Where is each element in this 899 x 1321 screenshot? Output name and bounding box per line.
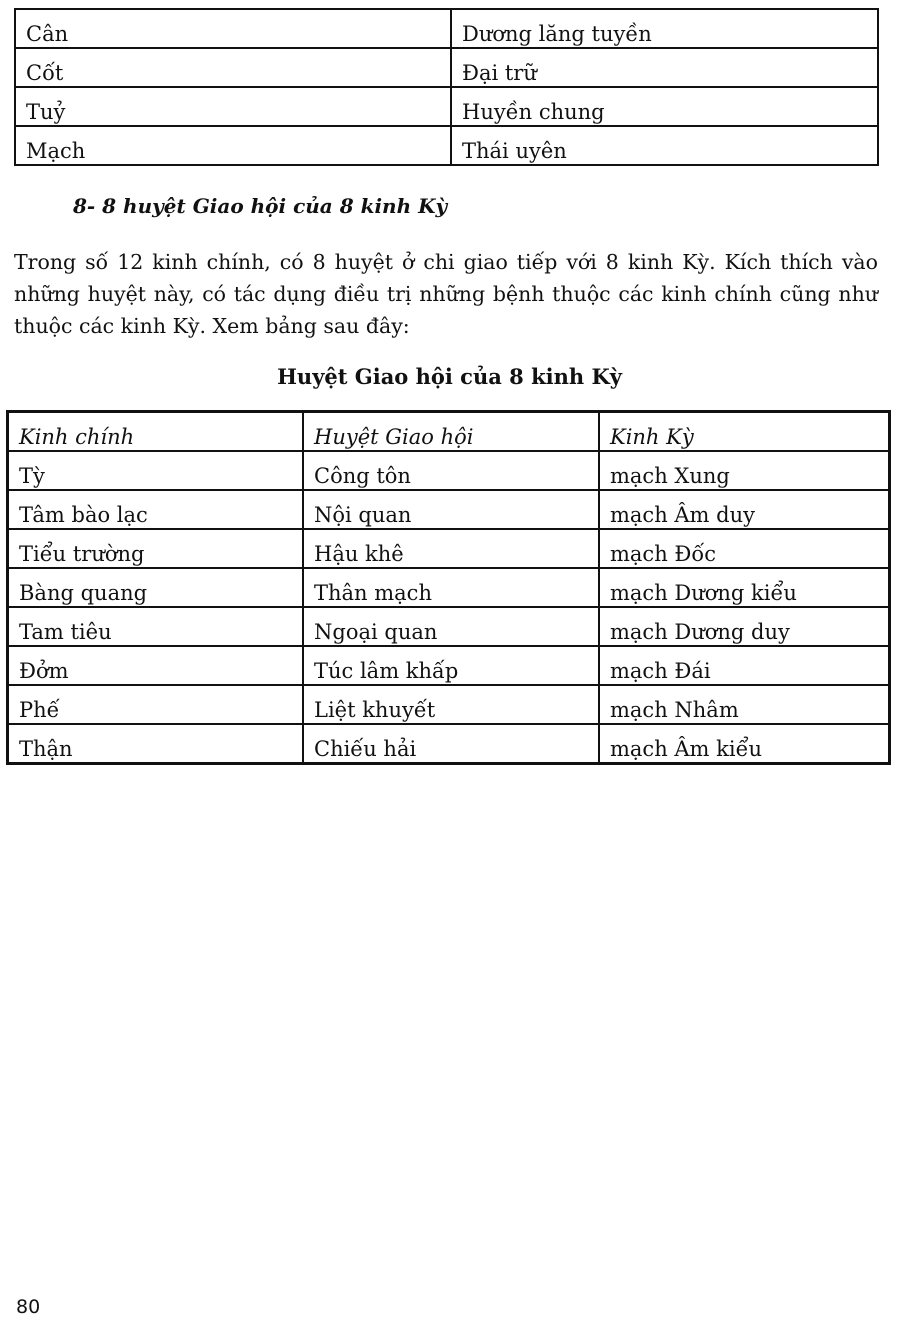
table-cell: Tiểu trường: [8, 529, 304, 568]
table-row: [8, 646, 890, 685]
table-cell: Phế: [8, 685, 304, 724]
table-cell: mạch Âm kiểu: [599, 724, 890, 764]
section-heading: 8- 8 huyệt Giao hội của 8 kinh Kỳ: [73, 194, 448, 218]
table-cell: mạch Dương duy: [599, 607, 890, 646]
table-row: [15, 48, 878, 87]
column-header: Kinh chính: [8, 412, 304, 452]
top-table: [14, 8, 879, 166]
table-cell: mạch Dương kiểu: [599, 568, 890, 607]
table-cell: mạch Âm duy: [599, 490, 890, 529]
table-row: [8, 724, 890, 764]
table-cell: mạch Nhâm: [599, 685, 890, 724]
table-cell: Túc lâm khấp: [303, 646, 599, 685]
table-row: [15, 126, 878, 165]
table-cell: Chiếu hải: [303, 724, 599, 764]
table-cell: Đại trữ: [451, 48, 878, 87]
body-paragraph: Trong số 12 kinh chính, có 8 huyệt ở chi giao tiếp với 8 kinh Kỳ. Kích thích vào những huyệt này, có tác dụng điều trị những bệnh thuộc các kinh chính cũng như thuộc các kinh Kỳ. Xem bảng sau đây:: [14, 250, 878, 338]
table-cell: Ngoại quan: [303, 607, 599, 646]
table-header-row: [8, 412, 890, 452]
table-cell: Thận: [8, 724, 304, 764]
table-cell: Cốt: [15, 48, 451, 87]
table-row: [8, 607, 890, 646]
table-caption: Huyệt Giao hội của 8 kinh Kỳ: [277, 364, 622, 389]
table-cell: mạch Xung: [599, 451, 890, 490]
table-cell: Đởm: [8, 646, 304, 685]
table-cell: Mạch: [15, 126, 451, 165]
column-header: Huyệt Giao hội: [303, 412, 599, 452]
table-cell: Liệt khuyết: [303, 685, 599, 724]
table-cell: Công tôn: [303, 451, 599, 490]
table-cell: mạch Đái: [599, 646, 890, 685]
table-cell: Bàng quang: [8, 568, 304, 607]
table-row: [8, 529, 890, 568]
main-table: [6, 410, 891, 765]
table-row: [8, 685, 890, 724]
table-cell: Dương lăng tuyền: [451, 9, 878, 48]
table-cell: mạch Đốc: [599, 529, 890, 568]
table-row: [8, 490, 890, 529]
table-cell: Tỳ: [8, 451, 304, 490]
table-cell: Thái uyên: [451, 126, 878, 165]
table-cell: Thân mạch: [303, 568, 599, 607]
table-cell: Huyền chung: [451, 87, 878, 126]
table-row: [15, 87, 878, 126]
table-cell: Tam tiêu: [8, 607, 304, 646]
table-row: [8, 451, 890, 490]
table-cell: Tâm bào lạc: [8, 490, 304, 529]
table-cell: Tuỷ: [15, 87, 451, 126]
table-cell: Nội quan: [303, 490, 599, 529]
table-cell: Cân: [15, 9, 451, 48]
table-cell: Hậu khê: [303, 529, 599, 568]
table-row: [15, 9, 878, 48]
table-row: [8, 568, 890, 607]
column-header: Kinh Kỳ: [599, 412, 890, 452]
page-number: 80: [16, 1296, 41, 1318]
